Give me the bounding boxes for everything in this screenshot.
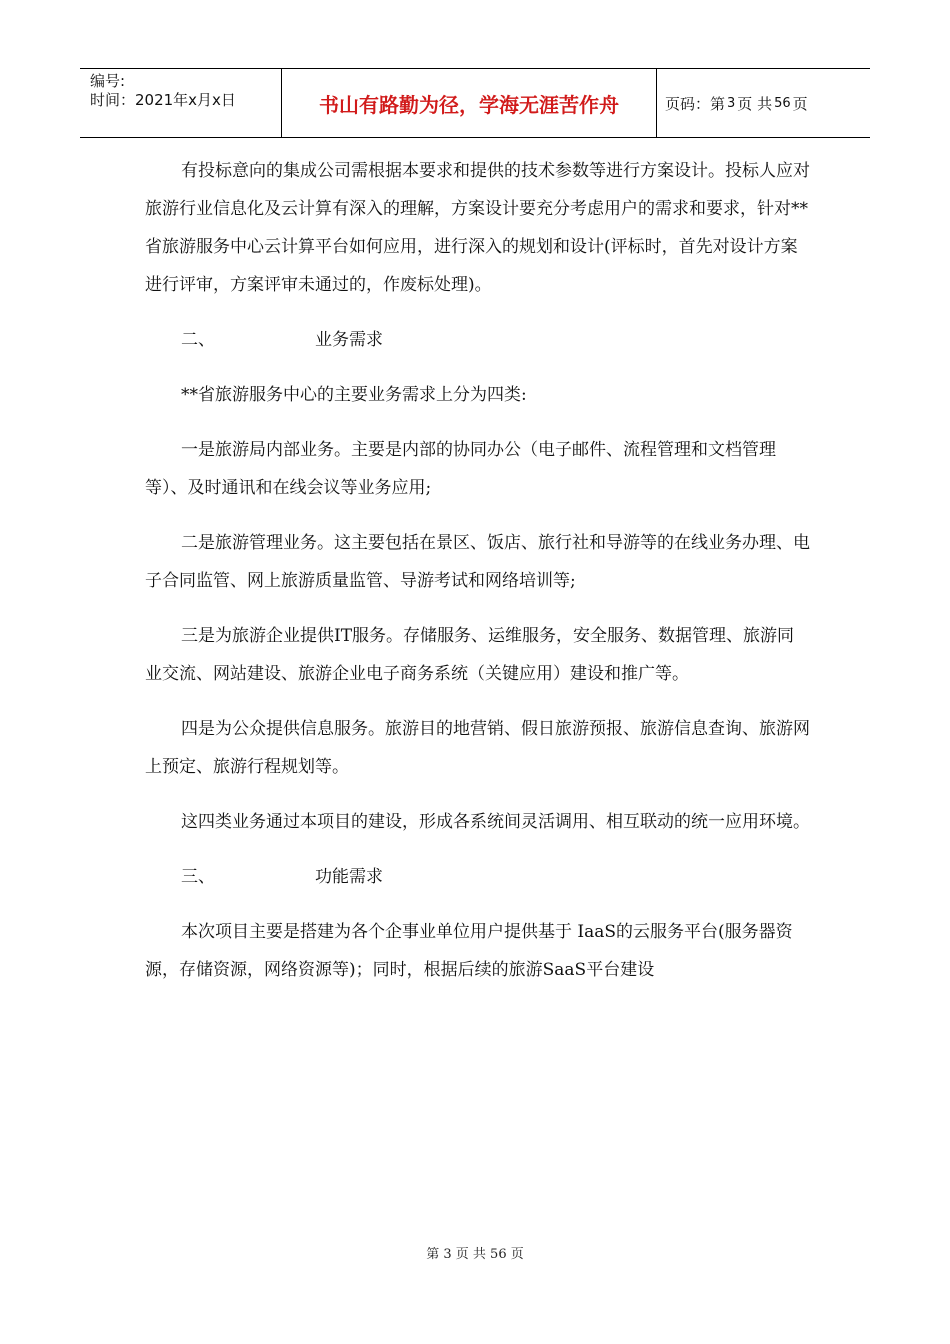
section-title: 业务需求 <box>315 330 383 350</box>
paragraph-intro: 有投标意向的集成公司需根据本要求和提供的技术参数等进行方案设计。投标人应对旅游行业信息化及云计算有深入的理解，方案设计要充分考虑用户的需求和要求，针对**省旅游服务中心云计算平台如何应用，进行深入的规划和设计(评标时，首先对设计方案进行评审，方案评审未通过的，作废标处理)。 <box>145 161 810 295</box>
header-motto: 书山有路勤为径，学海无涯苦作舟 <box>282 69 657 137</box>
page-label-suffix: 页 <box>792 94 808 113</box>
section-heading-function <box>145 858 810 896</box>
header-meta <box>80 69 282 137</box>
page-label-mid: 页 共 <box>737 94 773 113</box>
section-heading-business <box>145 321 810 359</box>
page-total: 56 <box>774 95 791 111</box>
paragraph-business-2: 二是旅游管理业务。这主要包括在景区、饭店、旅行社和导游等的在线业务办理、电子合同监管、网上旅游质量监管、导游考试和网络培训等; <box>145 533 810 591</box>
paragraph-business-summary: 这四类业务通过本项目的建设，形成各系统间灵活调用、相互联动的统一应用环境。 <box>181 812 810 832</box>
document-body <box>145 152 810 989</box>
section-title: 功能需求 <box>315 867 383 887</box>
header-page-number <box>657 69 870 137</box>
page-label-prefix: 页码：第 <box>665 94 726 113</box>
paragraph-business-1: 一是旅游局内部业务。主要是内部的协同办公（电子邮件、流程管理和文档管理等）、及时通讯和在线会议等业务应用; <box>145 440 776 498</box>
document-number-label: 编号: <box>90 72 126 90</box>
document-time-label: 时间：2021年x月x日 <box>90 91 236 109</box>
page-current: 3 <box>727 95 736 111</box>
paragraph-function: 本次项目主要是搭建为各个企事业单位用户提供基于 IaaS的云服务平台(服务器资源，存储资源，网络资源等)；同时，根据后续的旅游SaaS平台建设 <box>145 922 793 980</box>
page-header <box>80 68 870 138</box>
section-number: 三、 <box>181 867 215 887</box>
paragraph-business-3: 三是为旅游企业提供IT服务。存储服务、运维服务，安全服务、数据管理、旅游同业交流、网站建设、旅游企业电子商务系统（关键应用）建设和推广等。 <box>145 626 795 684</box>
paragraph-business-overview: **省旅游服务中心的主要业务需求上分为四类: <box>181 385 527 405</box>
section-number: 二、 <box>181 330 215 350</box>
page-footer: 第 3 页 共 56 页 <box>426 1247 524 1262</box>
paragraph-business-4: 四是为公众提供信息服务。旅游目的地营销、假日旅游预报、旅游信息查询、旅游网上预定、旅游行程规划等。 <box>145 719 810 777</box>
